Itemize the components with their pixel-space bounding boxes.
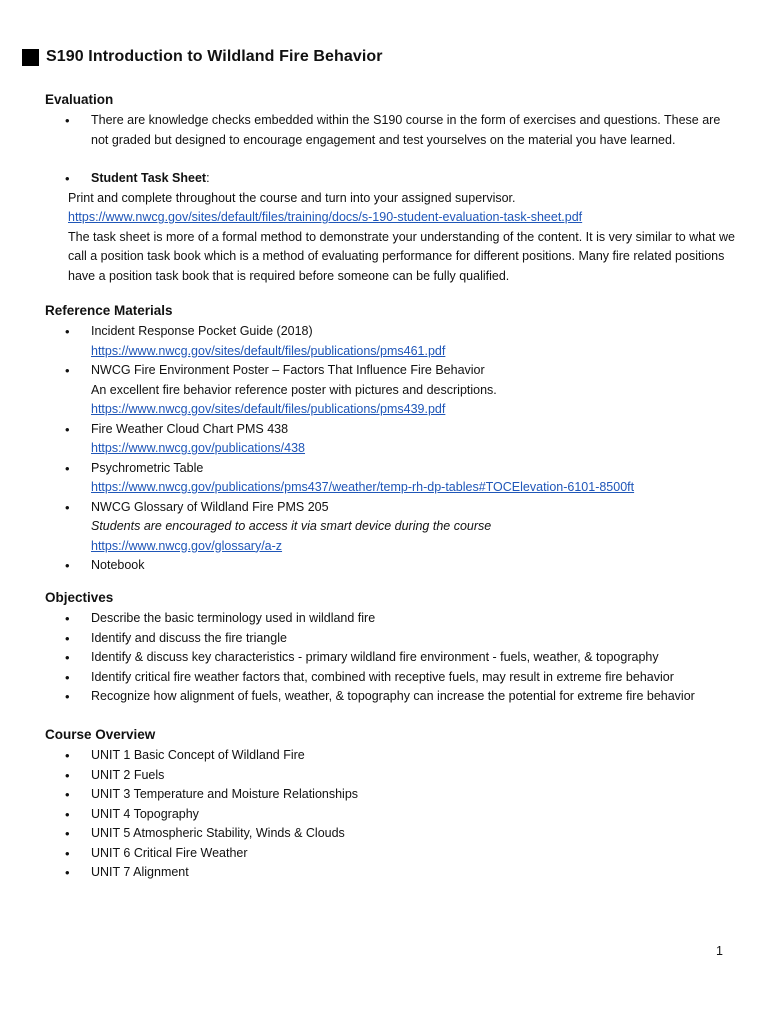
bullet-icon: • xyxy=(65,113,70,128)
course-overview-heading: Course Overview xyxy=(45,727,156,742)
bullet-icon: • xyxy=(65,460,70,476)
objective-text: Describe the basic terminology used in wildland fire xyxy=(91,611,376,625)
list-item xyxy=(45,322,735,361)
list-item xyxy=(45,111,735,150)
bullet-icon: • xyxy=(65,865,70,880)
task-sheet-link[interactable]: https://www.nwcg.gov/sites/default/files/training/docs/s-190-student-evaluation-task-sheet.pdf xyxy=(68,210,583,224)
unit-text: UNIT 6 Critical Fire Weather xyxy=(91,845,248,860)
bullet-icon: • xyxy=(65,826,70,841)
task-sheet-description: The task sheet is more of a formal method to demonstrate your understanding of the content. It is very similar to what we call a position task book which is a method of evaluating performance for different positions. Many fire related positions have a position task book that is required before someone can be fully qualified. xyxy=(68,229,735,283)
bullet-icon: • xyxy=(65,767,70,783)
objectives-heading: Objectives xyxy=(45,590,114,605)
bullet-icon: • xyxy=(65,689,70,704)
student-task-sheet-label: Student Task Sheet xyxy=(91,171,207,185)
list-item xyxy=(45,609,735,629)
list-item xyxy=(45,668,735,688)
reference-italic-note: Students are encouraged to access it via smart device during the course xyxy=(91,519,492,533)
reference-title: NWCG Glossary of Wildland Fire PMS 205 xyxy=(91,499,329,514)
bullet-icon: • xyxy=(65,171,70,186)
bullet-icon: • xyxy=(65,787,70,802)
unit-text: UNIT 1 Basic Concept of Wildland Fire xyxy=(91,748,305,762)
list-item xyxy=(45,420,735,459)
reference-link[interactable]: https://www.nwcg.gov/glossary/a-z xyxy=(91,538,283,553)
objective-text: Recognize how alignment of fuels, weather, & topography can increase the potential for extreme fire behavior xyxy=(91,689,695,703)
list-item xyxy=(45,824,735,844)
list-item xyxy=(45,361,735,420)
bullet-icon: • xyxy=(65,748,70,763)
list-item xyxy=(45,459,735,498)
unit-text: UNIT 5 Atmospheric Stability, Winds & Clouds xyxy=(91,826,345,840)
reference-link[interactable]: https://www.nwcg.gov/sites/default/files/publications/pms439.pdf xyxy=(91,402,446,416)
reference-link[interactable]: https://www.nwcg.gov/publications/pms437/weather/temp-rh-dp-tables#TOCElevation-6101-8500ft xyxy=(91,480,635,494)
unit-text: UNIT 3 Temperature and Moisture Relationships xyxy=(91,787,359,801)
bullet-icon: • xyxy=(65,669,70,685)
reference-link[interactable]: https://www.nwcg.gov/publications/438 xyxy=(91,441,306,455)
list-item xyxy=(45,556,735,576)
list-item xyxy=(45,498,735,557)
bullet-icon: • xyxy=(65,611,70,626)
bullet-icon: • xyxy=(65,845,70,861)
list-item xyxy=(45,766,735,786)
bullet-icon: • xyxy=(65,363,70,378)
bullet-icon: • xyxy=(65,421,70,437)
course-overview-list xyxy=(45,746,735,883)
list-item xyxy=(45,805,735,825)
unit-text: UNIT 7 Alignment xyxy=(91,865,189,879)
title-square-icon xyxy=(22,49,39,66)
reference-list xyxy=(45,322,735,576)
reference-title: NWCG Fire Environment Poster – Factors That Influence Fire Behavior xyxy=(91,363,485,377)
task-sheet-body xyxy=(45,189,735,287)
unit-text: UNIT 4 Topography xyxy=(91,806,199,821)
reference-link[interactable]: https://www.nwcg.gov/sites/default/files/publications/pms461.pdf xyxy=(91,343,446,358)
reference-title: Psychrometric Table xyxy=(91,460,204,475)
reference-heading: Reference Materials xyxy=(45,303,173,318)
evaluation-heading: Evaluation xyxy=(45,92,114,107)
list-item xyxy=(45,785,735,805)
evaluation-section xyxy=(45,90,735,286)
bullet-icon: • xyxy=(65,806,70,822)
course-overview-section xyxy=(45,725,735,883)
reference-title: Incident Response Pocket Guide (2018) xyxy=(91,324,313,338)
bullet-icon: • xyxy=(65,499,70,515)
document-title xyxy=(22,48,383,66)
list-item xyxy=(45,169,735,189)
objective-text: Identify and discuss the fire triangle xyxy=(91,630,287,645)
list-item xyxy=(45,687,735,707)
knowledge-checks-text: There are knowledge checks embedded within the S190 course in the form of exercises and questions. These are not graded but designed to encourage engagement and test yourselves on the material you have learned. xyxy=(91,113,721,147)
task-print-line: Print and complete throughout the course and turn into your assigned supervisor. xyxy=(68,190,516,205)
list-item xyxy=(45,863,735,883)
bullet-icon: • xyxy=(65,630,70,646)
reference-section xyxy=(45,301,735,576)
list-item xyxy=(45,844,735,864)
bullet-icon: • xyxy=(65,650,70,665)
list-item xyxy=(45,746,735,766)
objectives-list xyxy=(45,609,735,707)
title-text: S190 Introduction to Wildland Fire Behavior xyxy=(46,48,383,65)
evaluation-list xyxy=(45,111,735,189)
objective-text: Identify critical fire weather factors that, combined with receptive fuels, may result in extreme fire behavior xyxy=(91,669,674,684)
objectives-section xyxy=(45,588,735,707)
list-item xyxy=(45,629,735,649)
page-number: 1 xyxy=(716,944,723,958)
objective-text: Identify & discuss key characteristics - primary wildland fire environment - fuels, weather, & topography xyxy=(91,650,659,664)
reference-title: Notebook xyxy=(91,558,145,572)
list-item xyxy=(45,648,735,668)
bullet-icon: • xyxy=(65,558,70,573)
reference-note: An excellent fire behavior reference poster with pictures and descriptions. xyxy=(91,382,497,397)
reference-title: Fire Weather Cloud Chart PMS 438 xyxy=(91,421,289,436)
task-colon: : xyxy=(206,171,210,185)
bullet-icon: • xyxy=(65,324,70,339)
unit-text: UNIT 2 Fuels xyxy=(91,767,165,782)
